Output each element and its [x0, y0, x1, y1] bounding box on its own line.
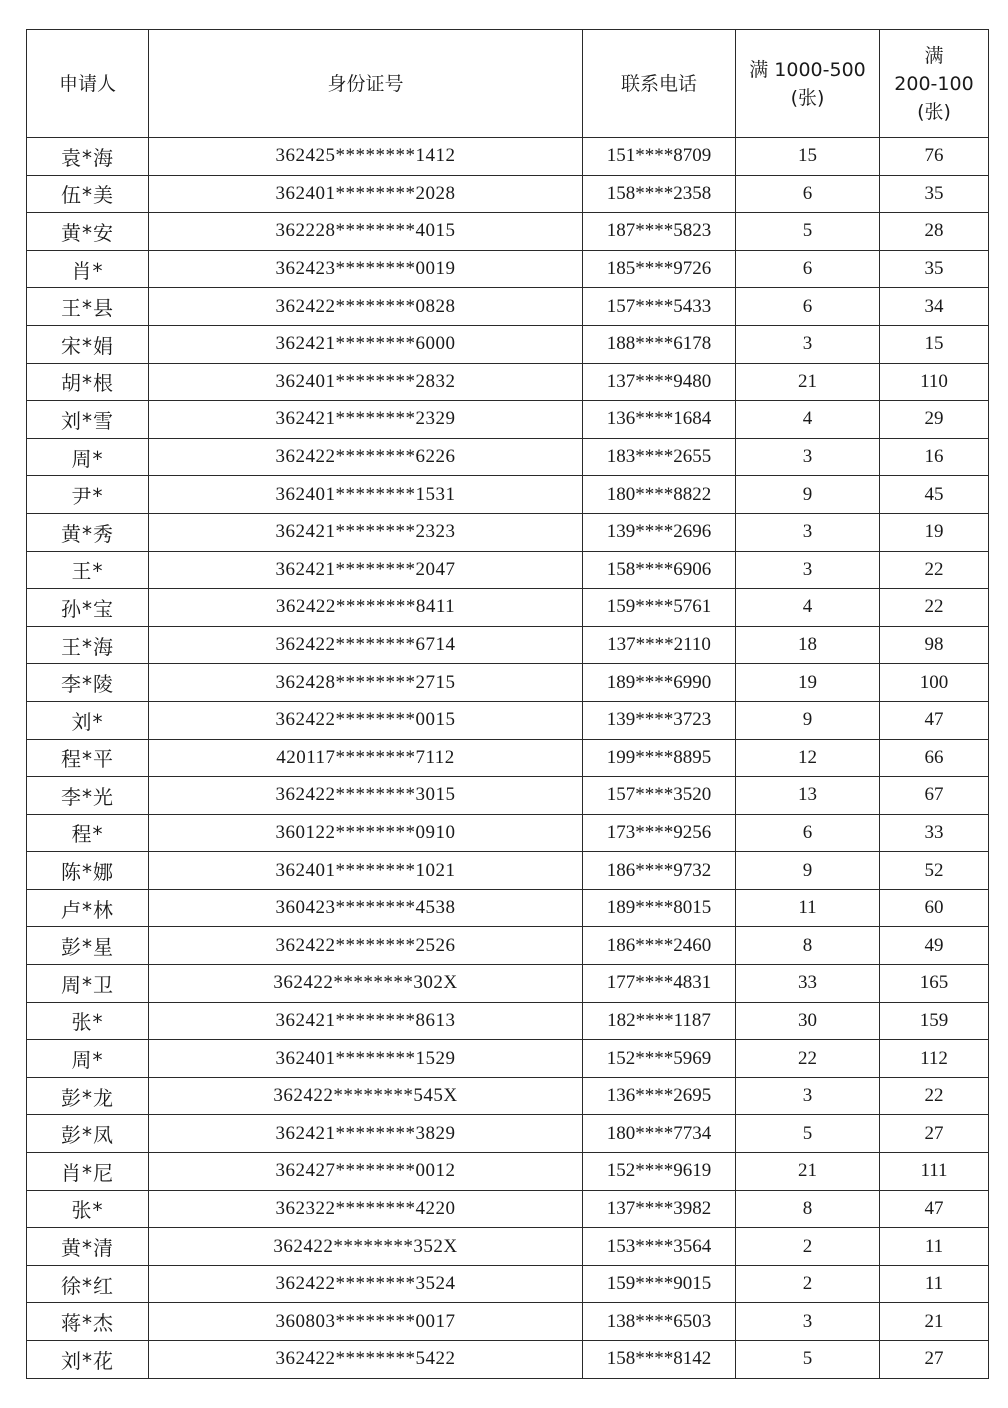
big-coupon-count-cell: 3	[736, 513, 880, 551]
phone-cell: 186****2460	[583, 927, 736, 965]
id-number-cell: 360122********0910	[149, 814, 583, 852]
table-row	[27, 401, 989, 439]
big-coupon-count-cell: 6	[736, 288, 880, 326]
id-number-cell: 362422********302X	[149, 965, 583, 1003]
phone-cell: 152****9619	[583, 1153, 736, 1191]
applicant-name-cell: 李*陵	[27, 664, 149, 702]
phone-cell: 136****2695	[583, 1077, 736, 1115]
big-coupon-count-cell: 30	[736, 1002, 880, 1040]
big-coupon-count-cell: 4	[736, 589, 880, 627]
id-number-cell: 362423********0019	[149, 250, 583, 288]
small-coupon-count-cell: 35	[880, 250, 989, 288]
phone-cell: 188****6178	[583, 325, 736, 363]
big-coupon-count-cell: 8	[736, 1190, 880, 1228]
big-coupon-count-cell: 9	[736, 852, 880, 890]
big-coupon-count-cell: 33	[736, 965, 880, 1003]
big-coupon-count-cell: 18	[736, 626, 880, 664]
small-coupon-count-cell: 60	[880, 889, 989, 927]
table-row	[27, 438, 989, 476]
applicant-name-cell: 肖*尼	[27, 1153, 149, 1191]
table-row	[27, 138, 989, 176]
applicant-name-cell: 刘*雪	[27, 401, 149, 439]
applicant-name-cell: 蒋*杰	[27, 1303, 149, 1341]
header-id-number	[149, 30, 583, 138]
applicant-name-cell: 刘*	[27, 701, 149, 739]
id-number-cell: 360803********0017	[149, 1303, 583, 1341]
phone-cell: 185****9726	[583, 250, 736, 288]
applicant-name-cell: 孙*宝	[27, 589, 149, 627]
phone-cell: 158****6906	[583, 551, 736, 589]
small-coupon-count-cell: 27	[880, 1115, 989, 1153]
applicant-name-cell: 李*光	[27, 777, 149, 815]
big-coupon-count-cell: 3	[736, 1303, 880, 1341]
small-coupon-count-cell: 112	[880, 1040, 989, 1078]
table-row	[27, 1265, 989, 1303]
id-number-cell: 362422********2526	[149, 927, 583, 965]
table-row	[27, 852, 989, 890]
small-coupon-count-cell: 19	[880, 513, 989, 551]
table-row	[27, 626, 989, 664]
small-coupon-count-cell: 11	[880, 1228, 989, 1266]
id-number-cell: 362425********1412	[149, 138, 583, 176]
applicant-name-cell: 卢*林	[27, 889, 149, 927]
table-row	[27, 1190, 989, 1228]
phone-cell: 159****5761	[583, 589, 736, 627]
applicant-name-cell: 周*	[27, 438, 149, 476]
big-coupon-count-cell: 9	[736, 476, 880, 514]
id-number-cell: 362422********6226	[149, 438, 583, 476]
table-row	[27, 664, 989, 702]
big-coupon-count-cell: 4	[736, 401, 880, 439]
id-number-cell: 362422********352X	[149, 1228, 583, 1266]
phone-cell: 157****3520	[583, 777, 736, 815]
table-row	[27, 927, 989, 965]
table-row	[27, 777, 989, 815]
id-number-cell: 360423********4538	[149, 889, 583, 927]
big-coupon-count-cell: 3	[736, 1077, 880, 1115]
big-coupon-count-cell: 5	[736, 1115, 880, 1153]
id-number-cell: 362422********3524	[149, 1265, 583, 1303]
phone-cell: 158****2358	[583, 175, 736, 213]
phone-cell: 152****5969	[583, 1040, 736, 1078]
table-row	[27, 739, 989, 777]
id-number-cell: 362421********2329	[149, 401, 583, 439]
phone-cell: 139****2696	[583, 513, 736, 551]
applicant-name-cell: 王*海	[27, 626, 149, 664]
big-coupon-count-cell: 5	[736, 1341, 880, 1379]
big-coupon-count-cell: 3	[736, 438, 880, 476]
small-coupon-count-cell: 98	[880, 626, 989, 664]
id-number-cell: 362421********6000	[149, 325, 583, 363]
small-coupon-count-cell: 47	[880, 701, 989, 739]
small-coupon-count-cell: 28	[880, 213, 989, 251]
applicant-name-cell: 徐*红	[27, 1265, 149, 1303]
small-coupon-count-cell: 52	[880, 852, 989, 890]
phone-cell: 137****2110	[583, 626, 736, 664]
small-coupon-count-cell: 66	[880, 739, 989, 777]
header-big-coupon	[736, 30, 880, 138]
header-phone-label: 联系电话	[620, 72, 697, 95]
small-coupon-count-cell: 34	[880, 288, 989, 326]
applicant-name-cell: 张*	[27, 1002, 149, 1040]
small-coupon-count-cell: 22	[880, 551, 989, 589]
table-row	[27, 325, 989, 363]
small-coupon-count-cell: 45	[880, 476, 989, 514]
phone-cell: 177****4831	[583, 965, 736, 1003]
id-number-cell: 362421********8613	[149, 1002, 583, 1040]
applicant-name-cell: 王*县	[27, 288, 149, 326]
applicant-name-cell: 尹*	[27, 476, 149, 514]
id-number-cell: 362401********2028	[149, 175, 583, 213]
phone-cell: 199****8895	[583, 739, 736, 777]
applicant-name-cell: 陈*娜	[27, 852, 149, 890]
big-coupon-count-cell: 5	[736, 213, 880, 251]
small-coupon-count-cell: 165	[880, 965, 989, 1003]
id-number-cell: 362422********0828	[149, 288, 583, 326]
applicant-name-cell: 程*	[27, 814, 149, 852]
table-row	[27, 889, 989, 927]
big-coupon-count-cell: 13	[736, 777, 880, 815]
phone-cell: 180****8822	[583, 476, 736, 514]
small-coupon-count-cell: 35	[880, 175, 989, 213]
header-row	[27, 30, 989, 138]
big-coupon-count-cell: 8	[736, 927, 880, 965]
phone-cell: 159****9015	[583, 1265, 736, 1303]
table-row	[27, 1341, 989, 1379]
id-number-cell: 362422********0015	[149, 701, 583, 739]
header-big-coupon-line1: 满 1000-500	[749, 58, 866, 81]
applicant-name-cell: 周*	[27, 1040, 149, 1078]
table-row	[27, 513, 989, 551]
applicant-name-cell: 黄*清	[27, 1228, 149, 1266]
table-row	[27, 1303, 989, 1341]
small-coupon-count-cell: 11	[880, 1265, 989, 1303]
small-coupon-count-cell: 33	[880, 814, 989, 852]
id-number-cell: 362422********545X	[149, 1077, 583, 1115]
small-coupon-count-cell: 27	[880, 1341, 989, 1379]
phone-cell: 139****3723	[583, 701, 736, 739]
id-number-cell: 362401********1529	[149, 1040, 583, 1078]
phone-cell: 153****3564	[583, 1228, 736, 1266]
id-number-cell: 362421********2323	[149, 513, 583, 551]
big-coupon-count-cell: 3	[736, 325, 880, 363]
applicant-name-cell: 黄*秀	[27, 513, 149, 551]
small-coupon-count-cell: 16	[880, 438, 989, 476]
applicant-name-cell: 彭*龙	[27, 1077, 149, 1115]
phone-cell: 158****8142	[583, 1341, 736, 1379]
applicant-name-cell: 张*	[27, 1190, 149, 1228]
table-row	[27, 1002, 989, 1040]
header-small-coupon-line1: 满	[924, 44, 944, 67]
table-row	[27, 363, 989, 401]
table-row	[27, 1040, 989, 1078]
big-coupon-count-cell: 3	[736, 551, 880, 589]
table-row	[27, 288, 989, 326]
applicant-name-cell: 袁*海	[27, 138, 149, 176]
big-coupon-count-cell: 12	[736, 739, 880, 777]
big-coupon-count-cell: 21	[736, 1153, 880, 1191]
phone-cell: 137****9480	[583, 363, 736, 401]
applicant-name-cell: 程*平	[27, 739, 149, 777]
big-coupon-count-cell: 21	[736, 363, 880, 401]
small-coupon-count-cell: 29	[880, 401, 989, 439]
phone-cell: 189****8015	[583, 889, 736, 927]
applicant-name-cell: 王*	[27, 551, 149, 589]
header-phone	[583, 30, 736, 138]
header-small-coupon-line3: (张)	[917, 100, 951, 123]
big-coupon-count-cell: 15	[736, 138, 880, 176]
id-number-cell: 362322********4220	[149, 1190, 583, 1228]
applicant-name-cell: 刘*花	[27, 1341, 149, 1379]
table-row	[27, 1153, 989, 1191]
small-coupon-count-cell: 47	[880, 1190, 989, 1228]
small-coupon-count-cell: 159	[880, 1002, 989, 1040]
phone-cell: 151****8709	[583, 138, 736, 176]
big-coupon-count-cell: 19	[736, 664, 880, 702]
table-row	[27, 1077, 989, 1115]
phone-cell: 189****6990	[583, 664, 736, 702]
big-coupon-count-cell: 9	[736, 701, 880, 739]
small-coupon-count-cell: 67	[880, 777, 989, 815]
id-number-cell: 362401********1021	[149, 852, 583, 890]
table-row	[27, 589, 989, 627]
phone-cell: 173****9256	[583, 814, 736, 852]
applicant-name-cell: 肖*	[27, 250, 149, 288]
id-number-cell: 362422********8411	[149, 589, 583, 627]
phone-cell: 186****9732	[583, 852, 736, 890]
header-id-number-label: 身份证号	[327, 72, 404, 95]
small-coupon-count-cell: 100	[880, 664, 989, 702]
applicant-name-cell: 周*卫	[27, 965, 149, 1003]
big-coupon-count-cell: 2	[736, 1228, 880, 1266]
id-number-cell: 362422********3015	[149, 777, 583, 815]
phone-cell: 138****6503	[583, 1303, 736, 1341]
big-coupon-count-cell: 11	[736, 889, 880, 927]
table-row	[27, 175, 989, 213]
small-coupon-count-cell: 22	[880, 1077, 989, 1115]
header-big-coupon-line2: (张)	[790, 86, 825, 109]
table-header	[27, 30, 989, 138]
id-number-cell: 362401********2832	[149, 363, 583, 401]
applicant-name-cell: 黄*安	[27, 213, 149, 251]
small-coupon-count-cell: 49	[880, 927, 989, 965]
table-row	[27, 213, 989, 251]
table-row	[27, 965, 989, 1003]
table-row	[27, 1115, 989, 1153]
applicant-name-cell: 胡*根	[27, 363, 149, 401]
id-number-cell: 362422********5422	[149, 1341, 583, 1379]
small-coupon-count-cell: 110	[880, 363, 989, 401]
header-small-coupon-line2: 200-100	[894, 72, 974, 95]
small-coupon-count-cell: 21	[880, 1303, 989, 1341]
applicant-name-cell: 彭*星	[27, 927, 149, 965]
id-number-cell: 362401********1531	[149, 476, 583, 514]
id-number-cell: 362421********2047	[149, 551, 583, 589]
phone-cell: 183****2655	[583, 438, 736, 476]
phone-cell: 136****1684	[583, 401, 736, 439]
header-small-coupon	[880, 30, 989, 138]
big-coupon-count-cell: 6	[736, 814, 880, 852]
big-coupon-count-cell: 6	[736, 175, 880, 213]
small-coupon-count-cell: 22	[880, 589, 989, 627]
small-coupon-count-cell: 76	[880, 138, 989, 176]
big-coupon-count-cell: 22	[736, 1040, 880, 1078]
applicant-name-cell: 宋*娟	[27, 325, 149, 363]
table-body	[27, 138, 989, 1379]
applicant-name-cell: 彭*凤	[27, 1115, 149, 1153]
table-row	[27, 476, 989, 514]
small-coupon-count-cell: 111	[880, 1153, 989, 1191]
header-applicant	[27, 30, 149, 138]
table-row	[27, 250, 989, 288]
phone-cell: 180****7734	[583, 1115, 736, 1153]
phone-cell: 182****1187	[583, 1002, 736, 1040]
id-number-cell: 362228********4015	[149, 213, 583, 251]
table-row	[27, 1228, 989, 1266]
header-applicant-label: 申请人	[58, 72, 116, 95]
table-row	[27, 701, 989, 739]
table-row	[27, 551, 989, 589]
coupon-applicant-table	[26, 29, 989, 1379]
phone-cell: 157****5433	[583, 288, 736, 326]
big-coupon-count-cell: 6	[736, 250, 880, 288]
id-number-cell: 362421********3829	[149, 1115, 583, 1153]
id-number-cell: 420117********7112	[149, 739, 583, 777]
table-row	[27, 814, 989, 852]
id-number-cell: 362427********0012	[149, 1153, 583, 1191]
id-number-cell: 362422********6714	[149, 626, 583, 664]
applicant-name-cell: 伍*美	[27, 175, 149, 213]
id-number-cell: 362428********2715	[149, 664, 583, 702]
big-coupon-count-cell: 2	[736, 1265, 880, 1303]
phone-cell: 187****5823	[583, 213, 736, 251]
phone-cell: 137****3982	[583, 1190, 736, 1228]
small-coupon-count-cell: 15	[880, 325, 989, 363]
